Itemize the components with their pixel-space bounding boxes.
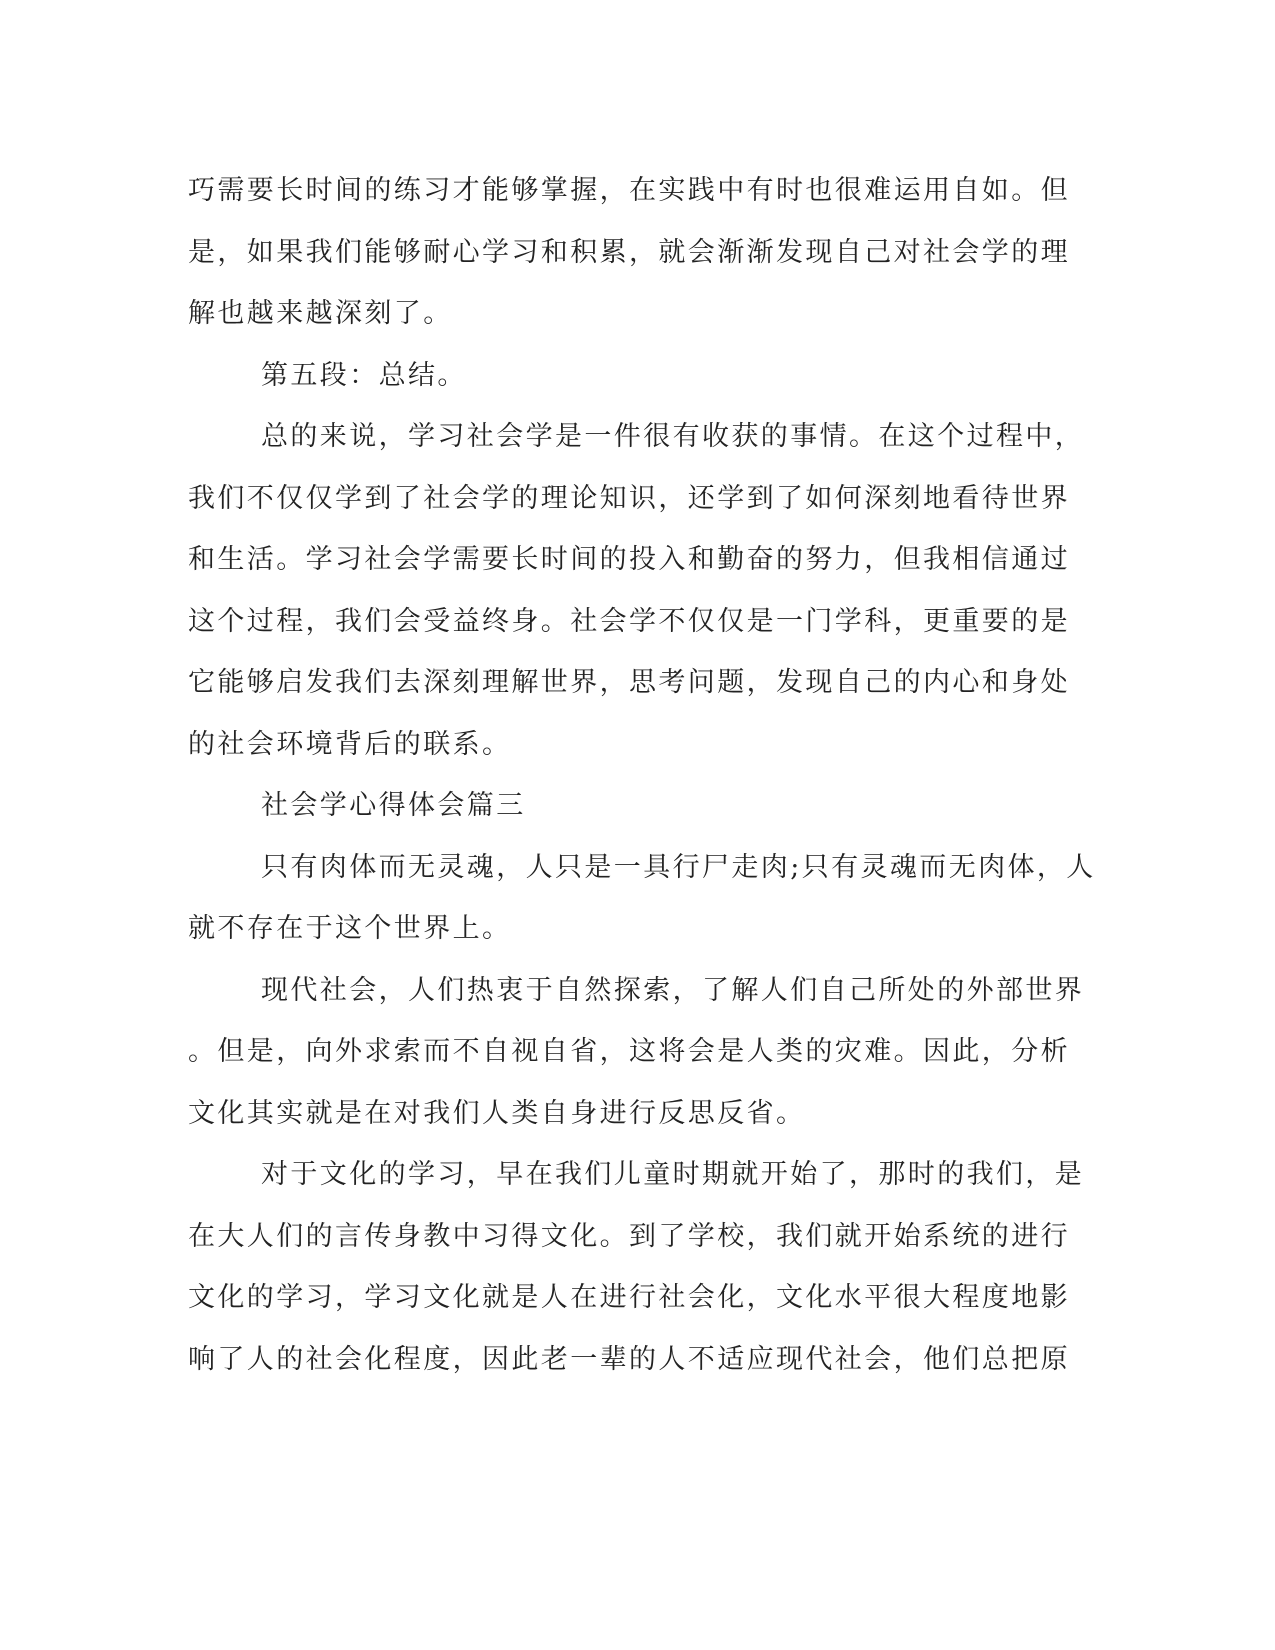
- text-line-15: 。但是，向外求索而不自视自省，这将会是人类的灾难。因此，分析: [188, 1036, 1070, 1067]
- text-line-13: 就不存在于这个世界上。: [188, 913, 512, 944]
- body-text: [188, 160, 1096, 1390]
- text-line-12: 只有肉体而无灵魂，人只是一具行尸走肉;只有灵魂而无肉体，人: [261, 851, 1096, 883]
- text-line-5: 总的来说，学习社会学是一件很有收获的事情。在这个过程中，: [261, 421, 1085, 452]
- text-line-18: 在大人们的言传身教中习得文化。到了学校，我们就开始系统的进行: [188, 1220, 1070, 1252]
- text-line-19: 文化的学习，学习文化就是人在进行社会化，文化水平很大程度地影: [188, 1282, 1070, 1313]
- article-title: 社会学心得体会篇三: [261, 790, 526, 821]
- text-line-7: 和生活。学习社会学需要长时间的投入和勤奋的努力，但我相信通过: [188, 544, 1070, 575]
- text-line-6: 我们不仅仅学到了社会学的理论知识，还学到了如何深刻地看待世界: [188, 482, 1070, 514]
- text-line-16: 文化其实就是在对我们人类自身进行反思反省。: [188, 1097, 806, 1129]
- text-line-2: 是，如果我们能够耐心学习和积累，就会渐渐发现自己对社会学的理: [188, 236, 1070, 268]
- text-line-14: 现代社会，人们热衷于自然探索，了解人们自己所处的外部世界: [261, 974, 1085, 1006]
- text-line-17: 对于文化的学习，早在我们儿童时期就开始了，那时的我们，是: [261, 1159, 1085, 1190]
- text-line-10: 的社会环境背后的联系。: [188, 728, 512, 760]
- text-line-20: 响了人的社会化程度，因此老一辈的人不适应现代社会，他们总把原: [188, 1343, 1070, 1375]
- text-line-8: 这个过程，我们会受益终身。社会学不仅仅是一门学科，更重要的是: [188, 605, 1070, 637]
- text-line-3: 解也越来越深刻了。: [188, 298, 453, 329]
- section-heading-5: 第五段：总结。: [261, 359, 467, 391]
- text-line-9: 它能够启发我们去深刻理解世界，思考问题，发现自己的内心和身处: [188, 667, 1070, 698]
- text-line-1: 巧需要长时间的练习才能够掌握，在实践中有时也很难运用自如。但: [188, 175, 1070, 206]
